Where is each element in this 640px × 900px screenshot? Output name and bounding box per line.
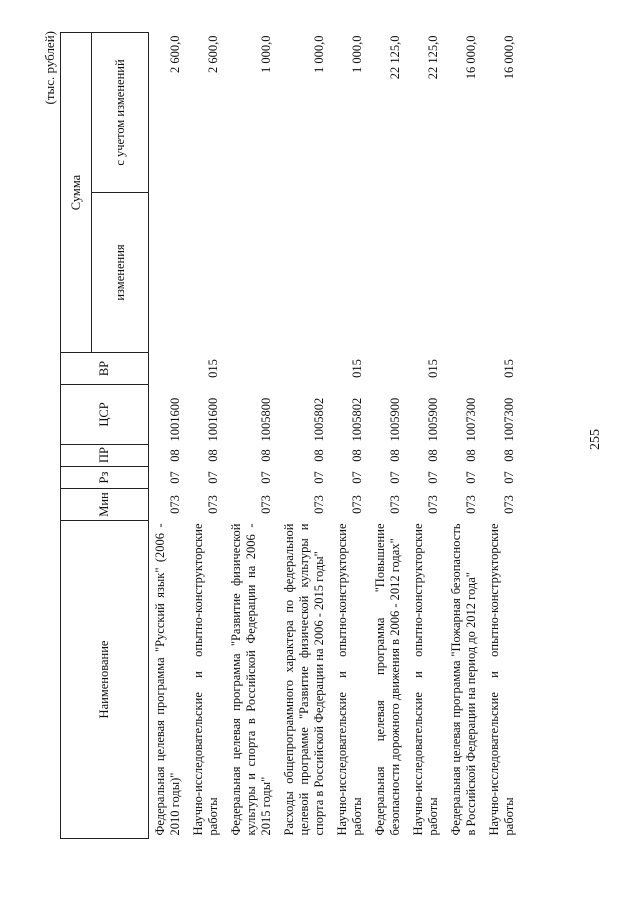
cell-total: 1 000,0 [312,35,326,73]
cell-vr [278,353,331,385]
cell-vr: 015 [502,359,516,378]
table-row [187,33,225,839]
cell-changes [187,193,225,353]
cell-pr: 08 [206,449,220,462]
units-label: (тыс. рублей) [42,31,57,105]
cell-pr: 08 [388,449,402,462]
header-rz: Рз [61,467,149,489]
header-pr: ПР [61,445,149,467]
cell-name: Федеральная целевая программа "Повышение безопасности дорожного движения в 2006 - 2012 годах" [373,523,402,836]
cell-pr: 08 [502,449,516,462]
cell-pr: 08 [168,449,182,462]
cell-name: Научно-исследовательские и опытно-конструкторские работы [335,523,364,836]
table-body [149,33,522,839]
table-row [483,33,521,839]
cell-vr [369,353,407,385]
cell-rz: 07 [259,471,273,484]
cell-csr: 1005900 [426,397,440,442]
cell-total: 22 125,0 [426,35,440,80]
cell-rz: 07 [388,471,402,484]
header-name: Наименование [61,521,149,839]
cell-changes [331,193,369,353]
header-changes: изменения [92,193,149,353]
page-number: 255 [588,429,603,450]
header-vr: ВР [61,353,149,385]
cell-changes [407,193,445,353]
cell-min: 073 [426,495,440,514]
cell-pr: 08 [259,449,273,462]
table-row [407,33,445,839]
cell-csr: 1007300 [502,397,516,442]
cell-name: Федеральная целевая программа "Русский язык" (2006 - 2010 годы)" [153,523,182,836]
rotated-landscape-sheet [40,25,610,845]
cell-vr [225,353,278,385]
cell-rz: 07 [350,471,364,484]
cell-pr: 08 [312,449,326,462]
cell-vr: 015 [426,359,440,378]
cell-csr: 1005802 [312,397,326,442]
cell-min: 073 [168,495,182,514]
cell-pr: 08 [350,449,364,462]
cell-csr: 1001600 [206,397,220,442]
cell-name: Федеральная целевая программа "Развитие физической культуры и спорта в Российской Федерации на 2006 - 2015 годы" [229,523,273,836]
cell-min: 073 [388,495,402,514]
cell-csr: 1005802 [350,397,364,442]
table-row [369,33,407,839]
cell-csr: 1007300 [464,397,478,442]
table-row [331,33,369,839]
cell-pr: 08 [464,449,478,462]
table-row [278,33,331,839]
cell-changes [278,193,331,353]
cell-changes [225,193,278,353]
cell-changes [483,193,521,353]
cell-total: 2 600,0 [206,35,220,73]
cell-total: 22 125,0 [388,35,402,80]
table-row [149,33,188,839]
cell-name: Научно-исследовательские и опытно-конструкторские работы [411,523,440,836]
header-min: Мин [61,489,149,521]
cell-total: 1 000,0 [259,35,273,73]
header-csr: ЦСР [61,385,149,445]
cell-name: Федеральная целевая программа "Пожарная безопасность в Российской Федерации на период до 2012 года" [449,523,478,836]
cell-total: 2 600,0 [168,35,182,73]
budget-table [60,32,521,839]
cell-min: 073 [502,495,516,514]
cell-vr [149,353,188,385]
cell-name: Расходы общепрограммного характера по федеральной целевой программе "Развитие физической культуры и спорта в Российской Федерации на 2006 - 2015 годы" [282,523,326,836]
cell-name: Научно-исследовательские и опытно-конструкторские работы [487,523,516,836]
cell-changes [149,193,188,353]
cell-total: 1 000,0 [350,35,364,73]
cell-changes [369,193,407,353]
header-with-changes: с учетом изменений [92,33,149,193]
cell-min: 073 [312,495,326,514]
table-row [445,33,483,839]
cell-csr: 1001600 [168,397,182,442]
cell-pr: 08 [426,449,440,462]
cell-min: 073 [350,495,364,514]
cell-name: Научно-исследовательские и опытно-конструкторские работы [191,523,220,836]
document-page [40,25,610,845]
cell-rz: 07 [168,471,182,484]
cell-rz: 07 [426,471,440,484]
cell-rz: 07 [502,471,516,484]
cell-csr: 1005800 [259,397,273,442]
table-row [225,33,278,839]
cell-rz: 07 [206,471,220,484]
cell-vr [445,353,483,385]
cell-total: 16 000,0 [464,35,478,80]
cell-min: 073 [464,495,478,514]
cell-total: 16 000,0 [502,35,516,80]
table-header [61,33,149,839]
header-sum: Сумма [61,33,92,353]
cell-csr: 1005900 [388,397,402,442]
cell-vr: 015 [350,359,364,378]
cell-rz: 07 [312,471,326,484]
cell-rz: 07 [464,471,478,484]
cell-vr: 015 [206,359,220,378]
cell-changes [445,193,483,353]
cell-min: 073 [206,495,220,514]
cell-min: 073 [259,495,273,514]
